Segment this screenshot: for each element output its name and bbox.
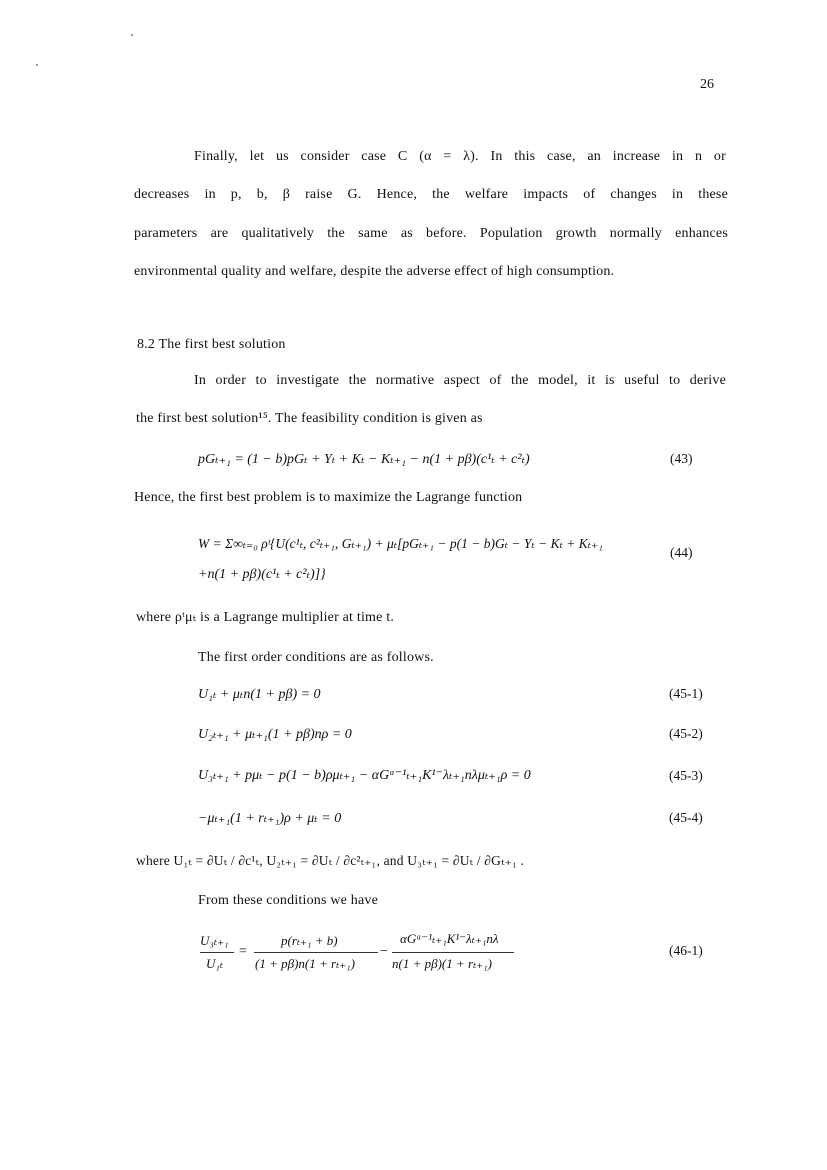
- equation-46-1-minus: −: [380, 944, 388, 959]
- equation-43-number: (43): [670, 451, 693, 466]
- page-number: 26: [700, 77, 714, 92]
- equation-45-1: U₁ₜ + μₜn(1 + pβ) = 0: [198, 687, 321, 702]
- scan-speck-2: [36, 64, 38, 66]
- equation-45-3-number: (45-3): [669, 768, 703, 783]
- paragraph-6-line-1: where U₁ₜ = ∂Uₜ / ∂c¹ₜ, U₂ₜ₊₁ = ∂Uₜ / ∂c²ₜ₊₁, and U₃ₜ₊₁ = ∂Uₜ / ∂Gₜ₊₁ .: [136, 853, 525, 868]
- equation-44-line-1: W = Σ∞ₜ₌₀ ρᵗ{U(c¹ₜ, c²ₜ₊₁, Gₜ₊₁) + μₜ[pGₜ₊₁ − p(1 − b)Gₜ − Yₜ − Kₜ + Kₜ₊₁: [198, 536, 603, 551]
- equation-46-1-lhs-denominator: U₁ₜ: [206, 956, 224, 971]
- equation-44-number: (44): [670, 545, 693, 560]
- equation-46-1-number: (46-1): [669, 943, 703, 958]
- paragraph-4-line-1: where ρᵗμₜ is a Lagrange multiplier at time t.: [136, 610, 395, 625]
- equation-45-3: U₃ₜ₊₁ + pμₜ − p(1 − b)ρμₜ₊₁ − αGᵅ⁻¹ₜ₊₁K¹⁻λₜ₊₁nλμₜ₊₁ρ = 0: [198, 768, 531, 783]
- paragraph-2-line-2: the first best solution¹⁵. The feasibility condition is given as: [136, 411, 483, 426]
- equation-46-1-fraction-2-bar: [392, 952, 514, 953]
- equation-43: pGₜ₊₁ = (1 − b)pGₜ + Yₜ + Kₜ − Kₜ₊₁ − n(1 + pβ)(c¹ₜ + c²ₜ): [198, 452, 530, 467]
- equation-45-2-number: (45-2): [669, 726, 703, 741]
- equation-45-2: U₂ₜ₊₁ + μₜ₊₁(1 + pβ)nρ = 0: [198, 727, 352, 742]
- paragraph-3-line-1: Hence, the first best problem is to maximize the Lagrange function: [134, 490, 523, 505]
- paragraph-1-line-1: Finally, let us consider case C (α = λ). In this case, an increase in n or: [194, 149, 726, 164]
- equation-45-4-number: (45-4): [669, 810, 703, 825]
- paragraph-1-line-4: environmental quality and welfare, despite the adverse effect of high consumption.: [134, 264, 615, 279]
- equation-46-1-lhs-numerator: U₃ₜ₊₁: [200, 933, 229, 948]
- equation-45-4: −μₜ₊₁(1 + rₜ₊₁)ρ + μₜ = 0: [198, 811, 342, 826]
- equation-46-1-fraction-2-numerator: αGᵅ⁻¹ₜ₊₁K¹⁻λₜ₊₁nλ: [400, 931, 499, 946]
- equation-46-1-fraction-1-numerator: p(rₜ₊₁ + b): [281, 933, 338, 948]
- paragraph-1-line-2: decreases in p, b, β raise G. Hence, the welfare impacts of changes in these: [134, 187, 728, 202]
- paragraph-1-line-3: parameters are qualitatively the same as before. Population growth normally enhances: [134, 226, 728, 241]
- paragraph-7-line-1: From these conditions we have: [198, 893, 378, 908]
- equation-44-line-2: +n(1 + pβ)(c¹ₜ + c²ₜ)]}: [198, 567, 326, 582]
- paragraph-5-line-1: The first order conditions are as follows.: [198, 650, 434, 665]
- equation-46-1-fraction-2-denominator: n(1 + pβ)(1 + rₜ₊₁): [392, 956, 492, 971]
- equation-45-1-number: (45-1): [669, 686, 703, 701]
- equation-46-1-equals: =: [239, 944, 247, 959]
- section-heading: 8.2 The first best solution: [137, 337, 286, 352]
- equation-46-1-fraction-1-denominator: (1 + pβ)n(1 + rₜ₊₁): [255, 956, 355, 971]
- equation-46-1-lhs-bar: [200, 952, 234, 953]
- scan-speck-1: [131, 34, 133, 36]
- equation-46-1-fraction-1-bar: [254, 952, 378, 953]
- paragraph-2-line-1: In order to investigate the normative aspect of the model, it is useful to derive: [194, 373, 726, 388]
